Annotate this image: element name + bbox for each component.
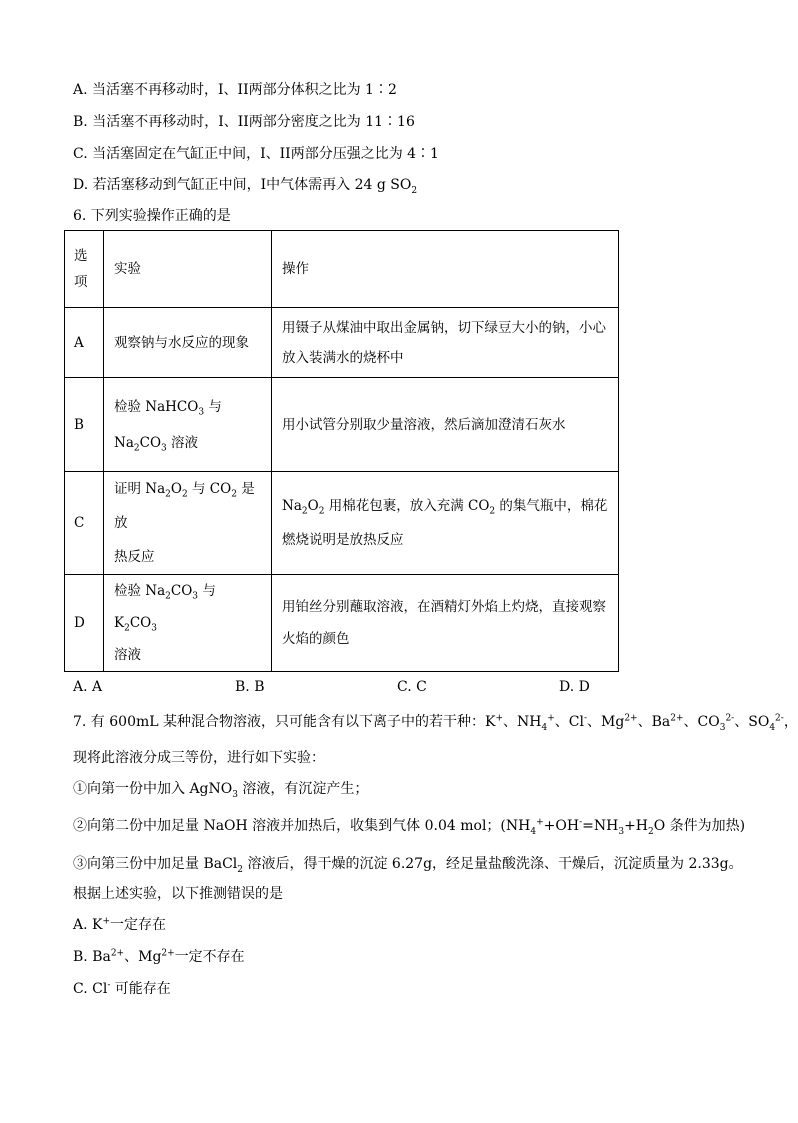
q7-experiment-3: ③向第三份中加足量 BaCl$_2$ 溶液后，得干燥的沉淀 6.27g，经足量盐酸洗涤、干燥后，沉淀质量为 2.33g。: [73, 856, 743, 875]
row-a-operation: 用镊子从煤油中取出金属钠，切下绿豆大小的钠，小心 放入装满水的烧杯中: [272, 308, 619, 378]
row-b-experiment: 检验 NaHCO$_3$ 与 $Na_2CO_3$ 溶液: [104, 378, 272, 472]
q7-option-c: C. Cl- 可能存在: [73, 980, 171, 997]
q7-experiment-1: ①向第一份中加入 AgNO$_3$ 溶液，有沉淀产生；: [73, 781, 369, 800]
row-c-operation: $Na_2O_2$ 用棉花包裹，放入充满 $CO_2$ 的集气瓶中，棉花 燃烧说明是放热反应: [272, 472, 619, 575]
q6-option-c: C. C: [397, 679, 427, 695]
header-operation: 操作: [272, 231, 619, 308]
q7-option-a: A. K+一定存在: [73, 916, 167, 933]
q7-option-b: B. $Ba^{2+}$、$Mg^{2+}$一定不存在: [73, 948, 245, 965]
q6-title: 6. 下列实验操作正确的是: [73, 208, 231, 224]
q7-question: 根据上述实验，以下推测错误的是: [73, 886, 283, 902]
q6-table: [64, 230, 619, 672]
q6-option-b: B. B: [235, 679, 265, 695]
q7-experiment-2: ②向第二份中加足量 NaOH 溶液并加热后，收集到气体 0.04 mol；($NH_4^++OH^-=NH_3+H_2O$ 条件为加热): [73, 817, 746, 837]
row-b-option: B: [65, 378, 104, 472]
row-d-option: D: [65, 575, 104, 672]
row-b-operation: 用小试管分别取少量溶液，然后滴加澄清石灰水: [272, 378, 619, 472]
row-d-operation: 用铂丝分别蘸取溶液，在酒精灯外焰上灼烧，直接观察 火焰的颜色: [272, 575, 619, 672]
table-row-b: [65, 378, 619, 472]
row-d-experiment: 检验 $Na_2CO_3$ 与 $K_2CO_3$ 溶液: [104, 575, 272, 672]
q7-stem: 7. 有 600mL 某种混合物溶液，只可能含有以下离子中的若干种：K+、$NH_4^+$、Cl-、$Mg^{2+}$、$Ba^{2+}$、$CO_3^{2-}$、$SO_4^{2-}$，: [73, 713, 798, 733]
header-experiment: 实验: [104, 231, 272, 308]
q5-option-c: C. 当活塞固定在气缸正中间，I、II两部分压强之比为 4∶1: [73, 146, 439, 162]
row-c-option: C: [65, 472, 104, 575]
q5-option-b: B. 当活塞不再移动时，I、II两部分密度之比为 11∶16: [73, 114, 415, 130]
table-header-row: [65, 231, 619, 308]
table-row-d: [65, 575, 619, 672]
q6-options: [73, 679, 633, 699]
q6-option-d: D. D: [559, 679, 590, 695]
row-c-experiment: 证明 $Na_2O_2$ 与 $CO_2$ 是放 热反应: [104, 472, 272, 575]
q5-option-d: D. 若活塞移动到气缸正中间，I中气体需再入 24 g $SO_2$: [73, 177, 418, 196]
row-a-option: A: [65, 308, 104, 378]
q6-option-a: A. A: [73, 679, 103, 695]
q7-line2: 现将此溶液分成三等份，进行如下实验：: [73, 750, 325, 766]
q5-option-a: A. 当活塞不再移动时，I、II两部分体积之比为 1∶2: [73, 82, 397, 98]
table-row-a: [65, 308, 619, 378]
table-row-c: [65, 472, 619, 575]
header-option: 选 项: [65, 231, 104, 308]
row-a-experiment: 观察钠与水反应的现象: [104, 308, 272, 378]
